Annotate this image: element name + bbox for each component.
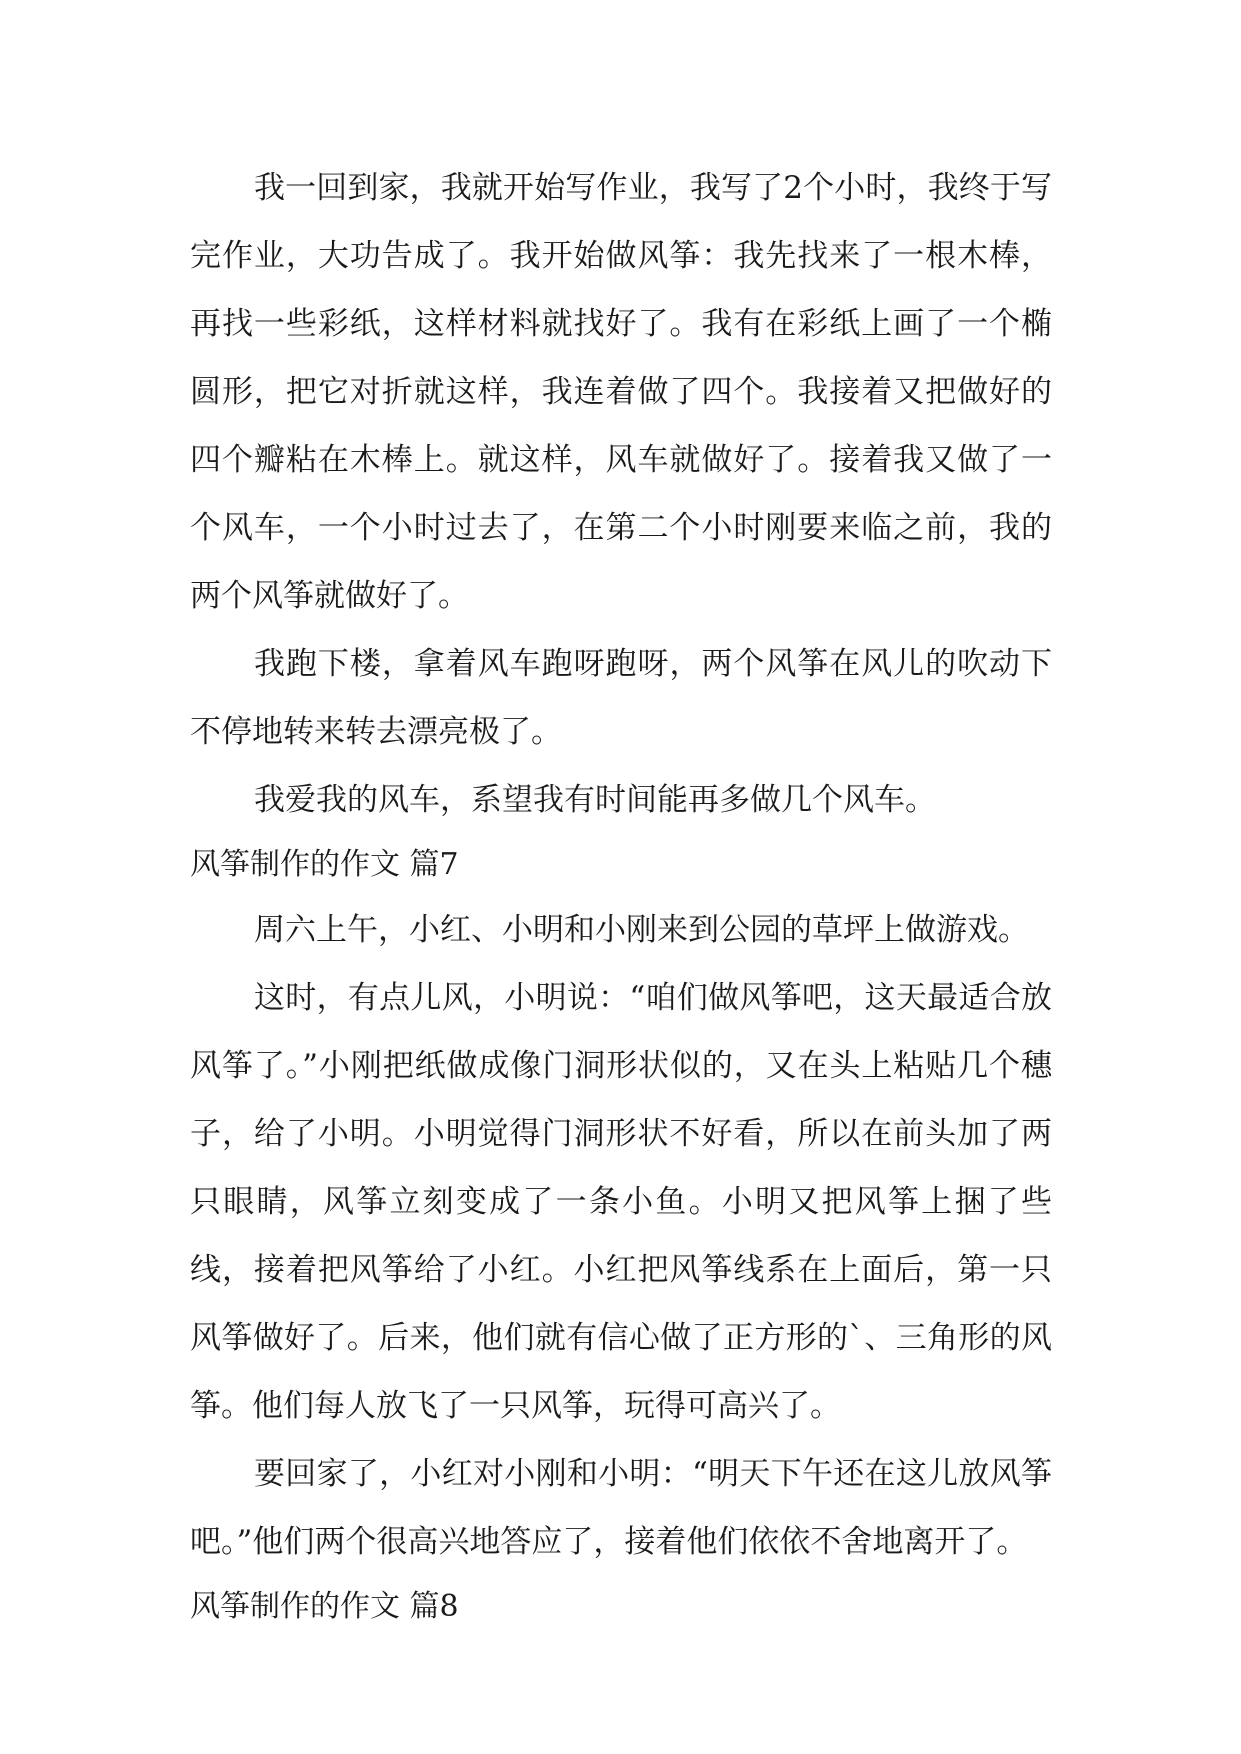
- paragraph-running-downstairs: 我跑下楼，拿着风车跑呀跑呀，两个风筝在风儿的吹动下不停地转来转去漂亮极了。: [190, 646, 1052, 750]
- paragraph-making-kites: 我一回到家，我就开始写作业，我写了2个小时，我终于写完作业，大功告成了。我开始做风筝：我先找来了一根木棒，再找一些彩纸，这样材料就找好了。我有在彩纸上画了一个椭圆形，把它对折就这样，我连着做了四个。我接着又把做好的四个瓣粘在木棒上。就这样，风车就做好了。接着我又做了一个风车，一个小时过去了，在第二个小时刚要来临之前，我的两个风筝就做好了。: [190, 170, 1052, 614]
- paragraph-saturday-morning: 周六上午，小红、小明和小刚来到公园的草坪上做游戏。: [254, 912, 1029, 948]
- paragraph-love-windmill: 我爱我的风车，系望我有时间能再多做几个风车。: [254, 782, 936, 818]
- section-heading-8: 风筝制作的作文 篇8: [190, 1589, 459, 1624]
- section-heading-7: 风筝制作的作文 篇7: [190, 847, 459, 882]
- paragraph-going-home: 要回家了，小红对小刚和小明：“明天下午还在这儿放风筝吧。”他们两个很高兴地答应了，接着他们依依不舍地离开了。: [190, 1456, 1052, 1560]
- paragraph-making-fish-kite: 这时，有点儿风，小明说：“咱们做风筝吧，这天最适合放风筝了。”小刚把纸做成像门洞形状似的，又在头上粘贴几个穗子，给了小明。小明觉得门洞形状不好看，所以在前头加了两只眼睛，风筝立刻变成了一条小鱼。小明又把风筝上捆了些线，接着把风筝给了小红。小红把风筝线系在上面后，第一只风筝做好了。后来，他们就有信心做了正方形的`、三角形的风筝。他们每人放飞了一只风筝，玩得可高兴了。: [190, 980, 1052, 1424]
- document-body: [190, 154, 1052, 1638]
